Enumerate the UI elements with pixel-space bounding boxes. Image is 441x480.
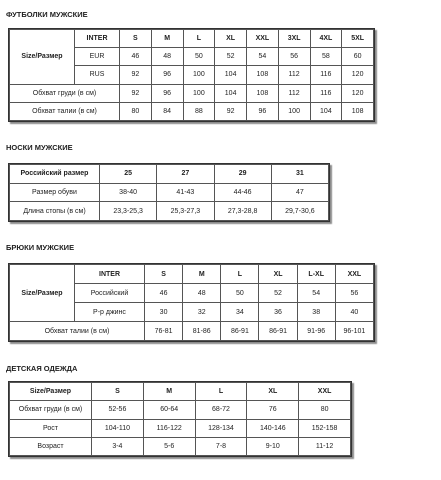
kids-title: ДЕТСКАЯ ОДЕЖДА <box>6 364 78 373</box>
tshirts-title: ФУТБОЛКИ МУЖСКИЕ <box>6 10 88 19</box>
table-cell: 81-86 <box>183 322 221 341</box>
table-cell: 50 <box>183 48 215 66</box>
table-row <box>10 165 329 184</box>
table-cell: 11-12 <box>299 437 351 455</box>
kids-table-frame <box>8 381 352 457</box>
table-cell: 104 <box>215 84 247 102</box>
table-cell: 120 <box>342 66 374 84</box>
table-cell: 96 <box>151 66 183 84</box>
height-label-cell: Рост <box>10 419 92 437</box>
size-label-cell: Size/Размер <box>10 30 75 85</box>
waist-label-cell: Обхват талии (в см) <box>10 102 120 120</box>
table-cell: 80 <box>299 401 351 419</box>
table-cell: 116 <box>310 84 342 102</box>
table-row <box>10 437 351 455</box>
table-cell: 96-101 <box>335 322 373 341</box>
size-header: L-XL <box>297 265 335 284</box>
table-cell: 54 <box>297 284 335 303</box>
pants-table <box>9 264 374 341</box>
table-cell: 108 <box>247 84 279 102</box>
eur-label-cell: EUR <box>75 48 120 66</box>
table-cell: 52 <box>215 48 247 66</box>
table-cell: 100 <box>183 84 215 102</box>
table-cell: 76 <box>247 401 299 419</box>
socks-header-label: Российский размер <box>10 165 100 184</box>
table-cell: 46 <box>120 48 152 66</box>
table-cell: 32 <box>183 303 221 322</box>
size-header: 27 <box>157 165 214 184</box>
socks-table-frame <box>8 163 330 222</box>
table-cell: 54 <box>247 48 279 66</box>
table-cell: 48 <box>183 284 221 303</box>
size-header: L <box>183 30 215 48</box>
table-cell: 9-10 <box>247 437 299 455</box>
table-cell: 140-146 <box>247 419 299 437</box>
socks-title: НОСКИ МУЖСКИЕ <box>6 143 73 152</box>
table-cell: 38-40 <box>100 183 157 202</box>
size-header: 25 <box>100 165 157 184</box>
table-cell: 5-6 <box>143 437 195 455</box>
size-header: M <box>151 30 183 48</box>
shoe-label-cell: Размер обуви <box>10 183 100 202</box>
size-header: S <box>120 30 152 48</box>
table-cell: 3-4 <box>92 437 144 455</box>
table-cell: 104 <box>310 102 342 120</box>
table-cell: 41-43 <box>157 183 214 202</box>
table-row <box>10 419 351 437</box>
table-cell: 116 <box>310 66 342 84</box>
table-cell: 29,7-30,6 <box>271 202 328 221</box>
chest-label-cell: Обхват груди (в см) <box>10 84 120 102</box>
pants-title: БРЮКИ МУЖСКИЕ <box>6 243 75 252</box>
size-header: 4XL <box>310 30 342 48</box>
size-header: L <box>221 265 259 284</box>
size-header: XXL <box>299 383 351 401</box>
table-cell: 56 <box>335 284 373 303</box>
kids-table <box>9 382 351 456</box>
table-row <box>10 202 329 221</box>
table-row <box>10 84 374 102</box>
table-cell: 52-56 <box>92 401 144 419</box>
foot-label-cell: Длина стопы (в см) <box>10 202 100 221</box>
tshirts-table-frame <box>8 28 375 122</box>
size-header: M <box>183 265 221 284</box>
table-cell: 100 <box>183 66 215 84</box>
table-cell: 44-46 <box>214 183 271 202</box>
table-cell: 100 <box>278 102 310 120</box>
table-row <box>10 401 351 419</box>
size-header: 3XL <box>278 30 310 48</box>
chest-label-cell: Обхват груди (в см) <box>10 401 92 419</box>
table-row <box>10 322 374 341</box>
table-cell: 80 <box>120 102 152 120</box>
table-cell: 92 <box>120 84 152 102</box>
table-row <box>10 383 351 401</box>
table-row <box>10 30 374 48</box>
size-header: 31 <box>271 165 328 184</box>
size-header: S <box>145 265 183 284</box>
size-header: XL <box>247 383 299 401</box>
table-cell: 116-122 <box>143 419 195 437</box>
size-header: XXL <box>247 30 279 48</box>
size-header: 29 <box>214 165 271 184</box>
inter-label-cell: INTER <box>75 30 120 48</box>
table-cell: 60 <box>342 48 374 66</box>
table-row <box>10 183 329 202</box>
size-label-cell: Size/Размер <box>10 383 92 401</box>
table-cell: 25,3-27,3 <box>157 202 214 221</box>
table-cell: 112 <box>278 84 310 102</box>
table-cell: 86-91 <box>221 322 259 341</box>
size-header: 5XL <box>342 30 374 48</box>
table-cell: 34 <box>221 303 259 322</box>
table-cell: 23,3-25,3 <box>100 202 157 221</box>
table-cell: 92 <box>215 102 247 120</box>
table-cell: 38 <box>297 303 335 322</box>
table-cell: 76-81 <box>145 322 183 341</box>
table-cell: 96 <box>151 84 183 102</box>
table-cell: 108 <box>247 66 279 84</box>
size-header: XXL <box>335 265 373 284</box>
socks-table <box>9 164 329 221</box>
table-cell: 36 <box>259 303 297 322</box>
table-cell: 92 <box>120 66 152 84</box>
table-cell: 50 <box>221 284 259 303</box>
rus-label-cell: Российский <box>75 284 145 303</box>
table-cell: 68-72 <box>195 401 247 419</box>
size-header: XL <box>259 265 297 284</box>
age-label-cell: Возраст <box>10 437 92 455</box>
table-cell: 52 <box>259 284 297 303</box>
tshirts-table <box>9 29 374 121</box>
table-cell: 108 <box>342 102 374 120</box>
table-cell: 96 <box>247 102 279 120</box>
size-label-cell: Size/Размер <box>10 265 75 322</box>
table-cell: 104 <box>215 66 247 84</box>
table-cell: 40 <box>335 303 373 322</box>
table-cell: 7-8 <box>195 437 247 455</box>
inter-label-cell: INTER <box>75 265 145 284</box>
table-cell: 56 <box>278 48 310 66</box>
size-header: XL <box>215 30 247 48</box>
table-cell: 152-158 <box>299 419 351 437</box>
table-cell: 46 <box>145 284 183 303</box>
table-cell: 128-134 <box>195 419 247 437</box>
size-header: S <box>92 383 144 401</box>
table-cell: 58 <box>310 48 342 66</box>
table-cell: 120 <box>342 84 374 102</box>
waist-label-cell: Обхват талии (в см) <box>10 322 145 341</box>
table-cell: 86-91 <box>259 322 297 341</box>
size-header: L <box>195 383 247 401</box>
table-cell: 84 <box>151 102 183 120</box>
table-cell: 47 <box>271 183 328 202</box>
table-cell: 104-110 <box>92 419 144 437</box>
table-cell: 60-64 <box>143 401 195 419</box>
size-header: M <box>143 383 195 401</box>
table-cell: 88 <box>183 102 215 120</box>
table-cell: 91-96 <box>297 322 335 341</box>
table-cell: 27,3-28,8 <box>214 202 271 221</box>
table-row <box>10 102 374 120</box>
table-row <box>10 265 374 284</box>
pants-table-frame <box>8 263 375 342</box>
table-cell: 48 <box>151 48 183 66</box>
table-cell: 30 <box>145 303 183 322</box>
jeans-label-cell: Р-р джинс <box>75 303 145 322</box>
rus-label-cell: RUS <box>75 66 120 84</box>
table-cell: 112 <box>278 66 310 84</box>
